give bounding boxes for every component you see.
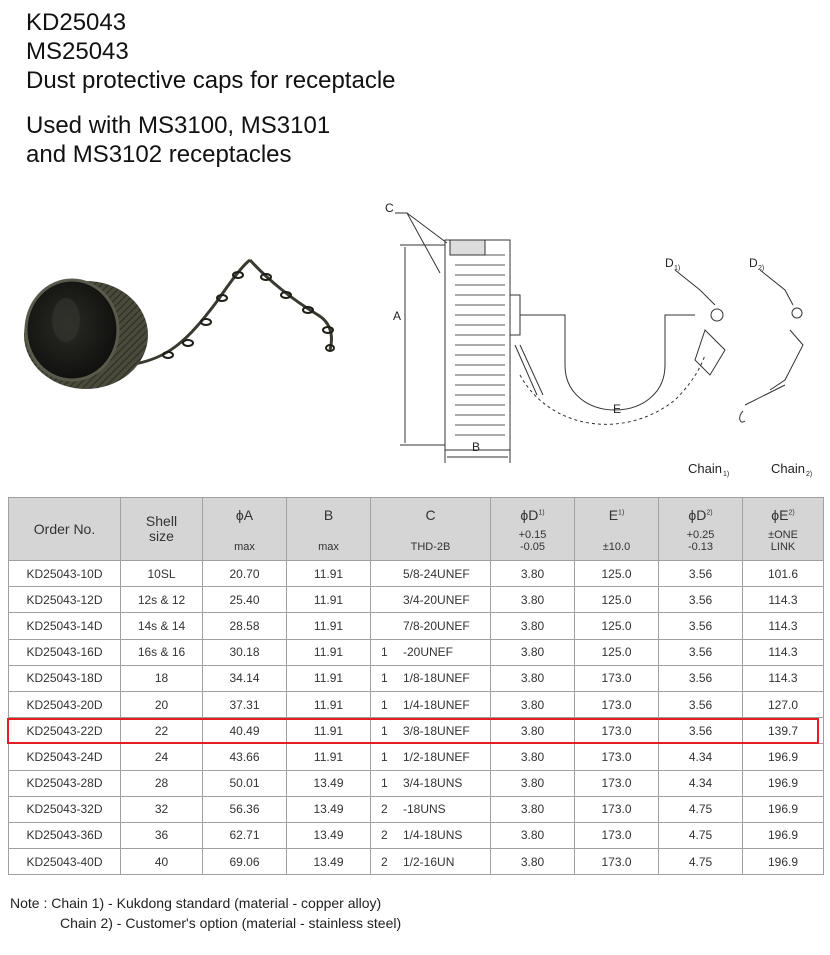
footnote: [10, 893, 401, 933]
table-cell: KD25043-16D: [9, 639, 121, 665]
chain-link-marks: [163, 272, 334, 358]
table-cell: 114.3: [743, 587, 824, 613]
note-line-1: Note : Chain 1) - Kukdong standard (material - copper alloy): [10, 895, 382, 911]
table-cell: 125.0: [575, 587, 659, 613]
table-cell: 69.06: [203, 849, 287, 875]
table-cell: 173.0: [575, 744, 659, 770]
label-d1: D: [665, 256, 674, 270]
col-shell: Shell size: [121, 498, 203, 561]
table-row: [9, 718, 824, 744]
col-b: B max: [287, 498, 371, 561]
table-cell: 20: [121, 691, 203, 717]
table-cell: KD25043-20D: [9, 691, 121, 717]
table-cell: 10SL: [121, 561, 203, 587]
table-cell: 4.75: [659, 822, 743, 848]
table-cell: 196.9: [743, 796, 824, 822]
col-e2: $\phi E^{2)}$ ±ONE LINK: [743, 498, 824, 561]
table-cell: 37.31: [203, 691, 287, 717]
label-chain2: Chain: [771, 461, 805, 476]
table-cell: 3.56: [659, 718, 743, 744]
table-cell: 36: [121, 822, 203, 848]
table-cell: 40: [121, 849, 203, 875]
table-cell: 13.49: [287, 770, 371, 796]
table-cell: 3.80: [491, 613, 575, 639]
table-cell: 11.91: [287, 639, 371, 665]
title-part-ms: MS25043: [26, 38, 129, 65]
table-cell: 11.91: [287, 665, 371, 691]
cell-thread: 1 1/2-18UNEF: [371, 744, 491, 770]
table-cell: 196.9: [743, 770, 824, 796]
table-cell: 40.49: [203, 718, 287, 744]
note-line-2: Chain 2) - Customer's option (material - stainless steel): [60, 915, 402, 931]
product-photo: [18, 240, 348, 410]
cell-thread: 1 1/4-18UNEF: [371, 691, 491, 717]
table-cell: 28.58: [203, 613, 287, 639]
label-a: A: [393, 309, 402, 323]
cell-thread: 7/8-20UNEF: [371, 613, 491, 639]
table-cell: 3.80: [491, 718, 575, 744]
table-cell: KD25043-40D: [9, 849, 121, 875]
title-block: [26, 8, 396, 169]
cell-thread: 2 -18UNS: [371, 796, 491, 822]
cell-thread: 1 3/4-18UNS: [371, 770, 491, 796]
table-cell: 12s & 12: [121, 587, 203, 613]
col-c: C THD-2B: [371, 498, 491, 561]
label-b: B: [472, 440, 481, 454]
table-cell: 173.0: [575, 691, 659, 717]
title-usage-2: and MS3102 receptacles: [26, 141, 292, 168]
table-cell: 11.91: [287, 744, 371, 770]
table-cell: KD25043-18D: [9, 665, 121, 691]
col-d2: $\phi D^{2)}$ +0.25 -0.13: [659, 498, 743, 561]
table-cell: 173.0: [575, 718, 659, 744]
table-cell: 173.0: [575, 770, 659, 796]
table-cell: 25.40: [203, 587, 287, 613]
table-cell: 43.66: [203, 744, 287, 770]
label-chain2-sub: 2): [806, 471, 813, 478]
table-cell: 4.34: [659, 770, 743, 796]
table-cell: 3.56: [659, 691, 743, 717]
table-row: [9, 796, 824, 822]
table-cell: 3.56: [659, 665, 743, 691]
cell-thread: 5/8-24UNEF: [371, 561, 491, 587]
technical-drawing: [365, 195, 830, 485]
table-cell: 127.0: [743, 691, 824, 717]
table-cell: 3.80: [491, 665, 575, 691]
table-cell: 173.0: [575, 849, 659, 875]
table-row: [9, 822, 824, 848]
table-cell: 3.56: [659, 561, 743, 587]
table-cell: 125.0: [575, 613, 659, 639]
cell-thread: 1 -20UNEF: [371, 639, 491, 665]
table-row: [9, 849, 824, 875]
table-cell: 3.56: [659, 639, 743, 665]
table-row: [9, 561, 824, 587]
table-cell: 13.49: [287, 822, 371, 848]
spec-table: [8, 497, 824, 875]
label-chain1: Chain: [688, 461, 722, 476]
table-cell: 139.7: [743, 718, 824, 744]
table-cell: 4.75: [659, 849, 743, 875]
table-cell: 196.9: [743, 849, 824, 875]
table-cell: KD25043-28D: [9, 770, 121, 796]
table-cell: 16s & 16: [121, 639, 203, 665]
table-cell: 125.0: [575, 561, 659, 587]
table-cell: 4.75: [659, 796, 743, 822]
table-cell: KD25043-10D: [9, 561, 121, 587]
title-description: Dust protective caps for receptacle: [26, 67, 396, 94]
table-cell: 114.3: [743, 665, 824, 691]
table-body: [9, 561, 824, 875]
table-cell: 11.91: [287, 718, 371, 744]
title-part-kd: KD25043: [26, 9, 127, 36]
cell-thread: 1 3/8-18UNEF: [371, 718, 491, 744]
table-cell: 14s & 14: [121, 613, 203, 639]
label-d2: D: [749, 256, 758, 270]
chain-links: [128, 260, 332, 365]
table-cell: 34.14: [203, 665, 287, 691]
table-cell: 11.91: [287, 691, 371, 717]
table-cell: 196.9: [743, 822, 824, 848]
table-row: [9, 587, 824, 613]
label-d2-sub: 2): [758, 265, 765, 272]
table-cell: 50.01: [203, 770, 287, 796]
table-cell: 114.3: [743, 639, 824, 665]
table-cell: 13.49: [287, 796, 371, 822]
table-cell: 3.80: [491, 796, 575, 822]
cell-thread: 2 1/4-18UNS: [371, 822, 491, 848]
table-row: [9, 613, 824, 639]
table-cell: 30.18: [203, 639, 287, 665]
label-c: C: [385, 201, 394, 215]
cell-thread: 1 1/8-18UNEF: [371, 665, 491, 691]
table-cell: 114.3: [743, 613, 824, 639]
table-cell: 56.36: [203, 796, 287, 822]
table-cell: 3.80: [491, 691, 575, 717]
table-cell: KD25043-24D: [9, 744, 121, 770]
label-e: E: [613, 402, 622, 416]
col-a: ϕA max: [203, 498, 287, 561]
table-cell: 20.70: [203, 561, 287, 587]
cell-thread: 2 1/2-16UN: [371, 849, 491, 875]
table-row: [9, 770, 824, 796]
table-cell: 3.80: [491, 822, 575, 848]
table-cell: KD25043-14D: [9, 613, 121, 639]
table-cell: 3.56: [659, 613, 743, 639]
table-cell: 3.80: [491, 639, 575, 665]
table-cell: 11.91: [287, 613, 371, 639]
table-cell: 173.0: [575, 822, 659, 848]
cell-thread: 3/4-20UNEF: [371, 587, 491, 613]
table-cell: 101.6: [743, 561, 824, 587]
table-row: [9, 744, 824, 770]
table-row: [9, 639, 824, 665]
table-header-row: [9, 498, 824, 561]
table-cell: KD25043-12D: [9, 587, 121, 613]
table-cell: 173.0: [575, 796, 659, 822]
table-cell: 11.91: [287, 587, 371, 613]
table-cell: 173.0: [575, 665, 659, 691]
col-d1: $\phi D^{1)}$ +0.15 -0.05: [491, 498, 575, 561]
table-cell: 3.80: [491, 849, 575, 875]
table-cell: 13.49: [287, 849, 371, 875]
table-cell: 3.56: [659, 587, 743, 613]
label-chain1-sub: 1): [723, 471, 730, 478]
table-cell: 4.34: [659, 744, 743, 770]
label-d1-sub: 1): [674, 265, 681, 272]
table-cell: 62.71: [203, 822, 287, 848]
table-cell: 125.0: [575, 639, 659, 665]
table-cell: 3.80: [491, 744, 575, 770]
table-cell: 3.80: [491, 770, 575, 796]
table-cell: 22: [121, 718, 203, 744]
title-usage-1: Used with MS3100, MS3101: [26, 112, 331, 139]
table-cell: KD25043-36D: [9, 822, 121, 848]
table-cell: 32: [121, 796, 203, 822]
table-cell: 18: [121, 665, 203, 691]
table-cell: 24: [121, 744, 203, 770]
table-row: [9, 691, 824, 717]
table-cell: KD25043-22D: [9, 718, 121, 744]
table-row: [9, 665, 824, 691]
table-cell: 28: [121, 770, 203, 796]
col-order: Order No.: [9, 498, 121, 561]
table-cell: 196.9: [743, 744, 824, 770]
col-e1: $E^{1)}$ ±10.0: [575, 498, 659, 561]
table-cell: 3.80: [491, 561, 575, 587]
table-cell: KD25043-32D: [9, 796, 121, 822]
table-cell: 3.80: [491, 587, 575, 613]
table-cell: 11.91: [287, 561, 371, 587]
